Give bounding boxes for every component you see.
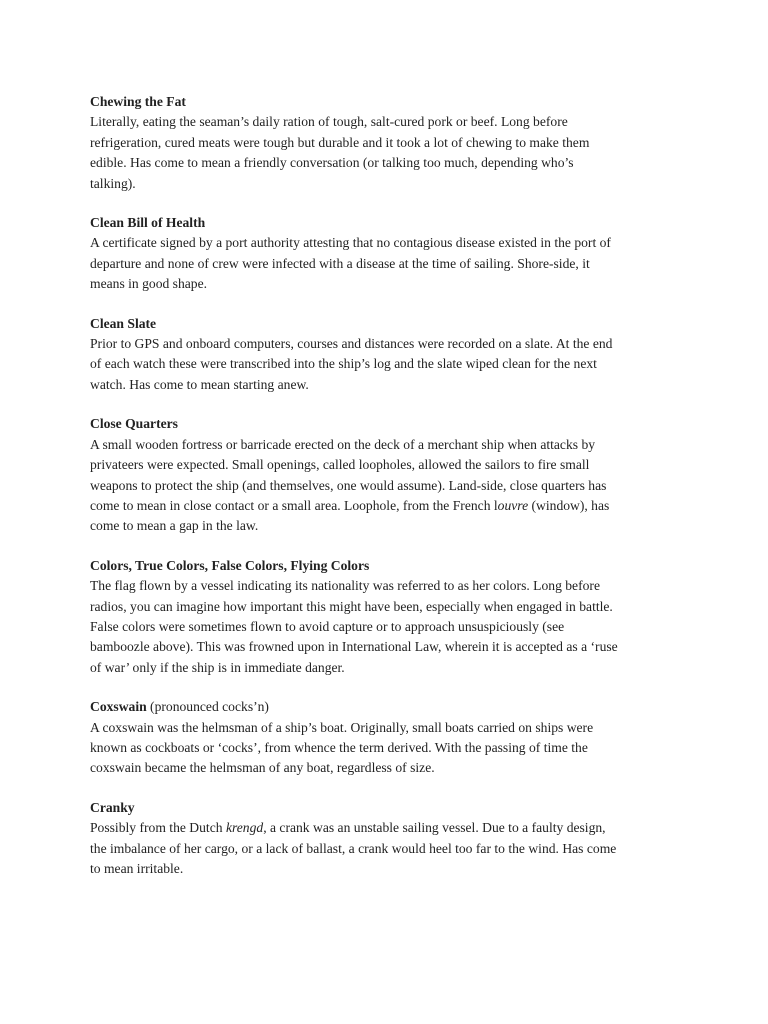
entry-definition-line xyxy=(90,718,690,738)
entry-definition-line xyxy=(90,153,690,173)
entry-definition-line xyxy=(90,476,690,496)
entry-definition-line xyxy=(90,435,690,455)
entry-definition-line xyxy=(90,334,690,354)
definition-text: radios, you can imagine how important this might have been, especially when engaged in battle. xyxy=(90,598,613,614)
definition-text: talking). xyxy=(90,175,136,191)
entry-definition-line xyxy=(90,839,690,859)
definition-text: A certificate signed by a port authority attesting that no contagious disease existed in the port of xyxy=(90,235,611,251)
entry-definition-line xyxy=(90,274,690,294)
definition-text: The flag flown by a vessel indicating its nationality was referred to as her colors. Long before xyxy=(90,578,600,594)
definition-text: (window), has xyxy=(528,497,610,513)
definition-text: , a crank was an unstable sailing vessel. Due to a faulty design, xyxy=(263,820,606,836)
definition-text: coxswain became the helmsman of any boat, regardless of size. xyxy=(90,760,435,776)
entry-definition-line xyxy=(90,658,690,678)
entry-definition-line xyxy=(90,375,690,395)
entry-definition-line xyxy=(90,859,690,879)
definition-text: Literally, eating the seaman’s daily ration of tough, salt-cured pork or beef. Long before xyxy=(90,114,568,130)
definition-text: departure and none of crew were infected with a disease at the time of sailing. Shore-side, it xyxy=(90,255,590,271)
definition-text: Prior to GPS and onboard computers, courses and distances were recorded on a slate. At the end xyxy=(90,336,613,352)
entry-definition-line xyxy=(90,496,690,516)
entry-term: Clean Bill of Health xyxy=(90,215,206,231)
definition-text: A small wooden fortress or barricade erected on the deck of a merchant ship when attacks by xyxy=(90,436,596,452)
entry-term: Close Quarters xyxy=(90,416,178,432)
definition-text: privateers were expected. Small openings, called loopholes, allowed the sailors to fire small xyxy=(90,457,590,473)
entry-definition-line xyxy=(90,637,690,657)
entry-term: Colors, True Colors, False Colors, Flying Colors xyxy=(90,557,370,573)
entry-heading xyxy=(90,798,690,818)
entry-heading xyxy=(90,92,690,112)
entry-definition-line xyxy=(90,818,690,838)
entry-heading xyxy=(90,314,690,334)
glossary-entry xyxy=(90,92,690,194)
definition-text: watch. Has come to mean starting anew. xyxy=(90,376,309,392)
entry-definition-line xyxy=(90,133,690,153)
definition-text: means in good shape. xyxy=(90,276,208,292)
entry-definition-line xyxy=(90,455,690,475)
definition-text: A coxswain was the helmsman of a ship’s boat. Originally, small boats carried on ships were xyxy=(90,719,594,735)
entry-term: Coxswain xyxy=(90,699,147,715)
italic-word: krengd xyxy=(225,820,264,836)
entry-definition-line xyxy=(90,576,690,596)
entry-heading xyxy=(90,556,690,576)
italic-word: ouvre xyxy=(497,497,529,513)
glossary-page xyxy=(90,92,690,898)
entry-definition-line xyxy=(90,233,690,253)
entry-heading xyxy=(90,414,690,434)
entry-heading xyxy=(90,213,690,233)
definition-text: to mean irritable. xyxy=(90,861,184,876)
definition-text: of each watch these were transcribed into the ship’s log and the slate wiped clean for the next xyxy=(90,356,597,372)
entry-definition-line xyxy=(90,597,690,617)
entry-definition-line xyxy=(90,254,690,274)
definition-text: False colors were sometimes flown to avoid capture or to approach unsuspiciously (see xyxy=(90,618,565,634)
entry-definition-line xyxy=(90,174,690,194)
entry-definition-line xyxy=(90,112,690,132)
definition-text: come to mean in close contact or a small area. Loophole, from the French l xyxy=(90,497,498,513)
glossary-entry xyxy=(90,314,690,396)
entry-definition-line xyxy=(90,617,690,637)
definition-text: known as cockboats or ‘cocks’, from whence the term derived. With the passing of time the xyxy=(90,739,588,755)
definition-text: weapons to protect the ship (and themselves, one would assume). Land-side, close quarters has xyxy=(90,477,607,493)
definition-text: of war’ only if the ship is in immediate danger. xyxy=(90,659,345,675)
entry-definition-line xyxy=(90,738,690,758)
definition-text: Possibly from the Dutch xyxy=(90,820,226,836)
glossary-entry xyxy=(90,414,690,536)
entry-pronunciation-note: (pronounced cocks’n) xyxy=(146,699,269,715)
entry-definition-line xyxy=(90,758,690,778)
glossary-entry xyxy=(90,556,690,678)
glossary-entry xyxy=(90,697,690,779)
definition-text: bamboozle above). This was frowned upon in International Law, wherein it is accepted as a ‘ruse xyxy=(90,639,618,655)
entry-term: Clean Slate xyxy=(90,315,157,331)
entry-definition-line xyxy=(90,516,690,536)
entry-term: Chewing the Fat xyxy=(90,94,186,109)
glossary-entry xyxy=(90,213,690,295)
entry-definition-line xyxy=(90,354,690,374)
definition-text: come to mean a gap in the law. xyxy=(90,518,259,534)
definition-text: edible. Has come to mean a friendly conversation (or talking too much, depending who’s xyxy=(90,155,574,171)
definition-text: the imbalance of her cargo, or a lack of ballast, a crank would heel too far to the wind. Has come xyxy=(90,840,617,856)
definition-text: refrigeration, cured meats were tough but durable and it took a lot of chewing to make them xyxy=(90,134,590,150)
entry-heading xyxy=(90,697,690,717)
glossary-entry xyxy=(90,798,690,880)
entry-term: Cranky xyxy=(90,799,135,815)
